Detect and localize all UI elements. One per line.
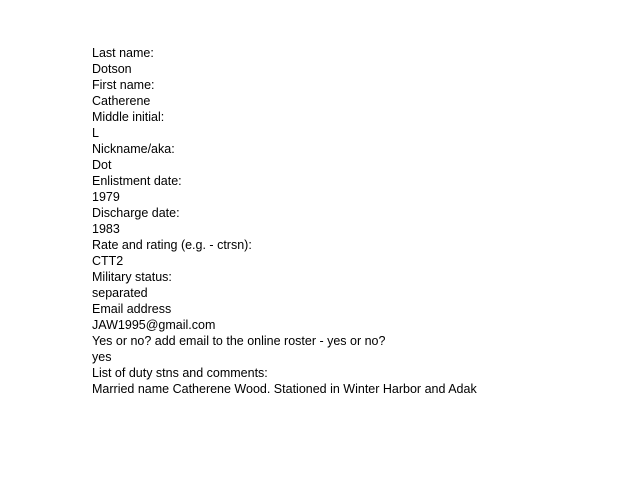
first-name-value: Catherene <box>92 94 151 108</box>
nickname-label: Nickname/aka: <box>92 142 175 156</box>
rate-rating-label: Rate and rating (e.g. - ctrsn): <box>92 238 252 252</box>
first-name-label: First name: <box>92 78 155 92</box>
middle-initial-label: Middle initial: <box>92 110 165 124</box>
last-name-label: Last name: <box>92 46 154 60</box>
last-name-value: Dotson <box>92 62 132 76</box>
roster-consent-value: yes <box>92 350 112 364</box>
military-status-value: separated <box>92 286 148 300</box>
enlistment-date-value: 1979 <box>92 190 120 204</box>
discharge-date-value: 1983 <box>92 222 120 236</box>
rate-rating-value: CTT2 <box>92 254 124 268</box>
roster-record <box>92 45 477 397</box>
duty-stations-value: Married name Catherene Wood. Stationed in Winter Harbor and Adak <box>92 382 477 396</box>
military-status-label: Military status: <box>92 270 172 284</box>
email-address-label: Email address <box>92 302 172 316</box>
roster-consent-label: Yes or no? add email to the online roster - yes or no? <box>92 334 386 348</box>
enlistment-date-label: Enlistment date: <box>92 174 182 188</box>
email-address-value: JAW1995@gmail.com <box>92 318 216 332</box>
nickname-value: Dot <box>92 158 112 172</box>
duty-stations-label: List of duty stns and comments: <box>92 366 268 380</box>
middle-initial-value: L <box>92 126 99 140</box>
discharge-date-label: Discharge date: <box>92 206 180 220</box>
